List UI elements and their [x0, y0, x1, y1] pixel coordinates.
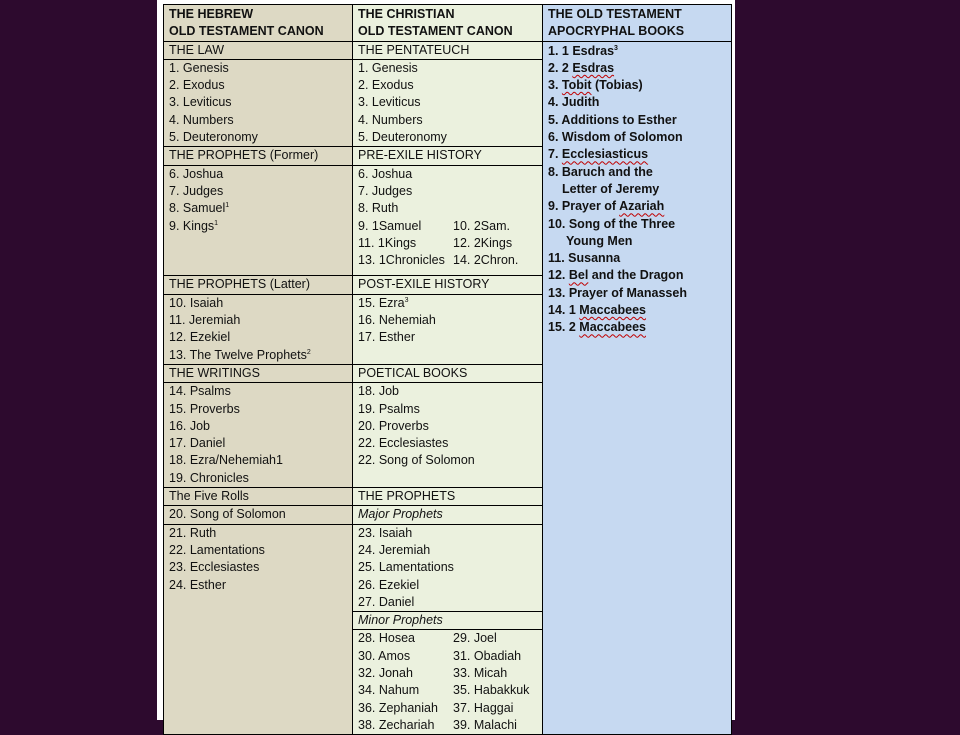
- list-item: 12. Bel and the Dragon: [548, 268, 684, 283]
- section-title: THE PROPHETS: [353, 488, 543, 506]
- list-item: 1. Genesis: [169, 60, 229, 75]
- hebrew-rolls-list: [164, 506, 353, 735]
- list-item: 22. Ecclesiastes: [358, 436, 449, 451]
- section-title: The Five Rolls: [164, 488, 353, 506]
- list-item-pair: 28. Hosea 29. Joel: [358, 631, 497, 646]
- list-item: 7. Ecclesiasticus: [548, 147, 649, 162]
- header-christian: THE CHRISTIAN OLD TESTAMENT CANON: [353, 5, 543, 42]
- list-item: 4. Numbers: [169, 112, 234, 127]
- list-item: 24. Esther: [169, 577, 226, 592]
- header-hebrew: THE HEBREW OLD TESTAMENT CANON: [164, 5, 353, 42]
- list-item: 6. Joshua: [169, 166, 224, 181]
- list-item: 11. Jeremiah: [169, 313, 241, 328]
- christian-minor-prophets-list: [353, 630, 543, 735]
- list-item: 7. Judges: [358, 183, 413, 198]
- section-title: PRE-EXILE HISTORY: [353, 147, 543, 165]
- christian-pentateuch-list: [353, 59, 543, 146]
- list-item: 3. Leviticus: [169, 95, 232, 110]
- list-item: 22. Lamentations: [169, 542, 265, 557]
- section-title: POETICAL BOOKS: [353, 364, 543, 382]
- list-item: 18. Job: [358, 384, 400, 399]
- list-item: 13. Prayer of Manasseh: [548, 285, 687, 300]
- list-item: 27. Daniel: [358, 594, 415, 609]
- subsection-title-major: Major Prophets: [353, 506, 543, 524]
- list-item: 10. Song of the Three: [548, 216, 676, 231]
- list-item: 17. Esther: [358, 330, 415, 345]
- list-item: 16. Job: [169, 418, 211, 433]
- list-item: 20. Song of Solomon: [164, 506, 352, 524]
- list-item: 5. Additions to Esther: [548, 112, 677, 127]
- list-item-pair: 9. 1Samuel 10. 2Sam.: [358, 218, 510, 233]
- hebrew-latter-list: [164, 294, 353, 364]
- list-item-continued: Letter of Jeremy: [562, 181, 660, 196]
- list-item: 15. 2 Maccabees: [548, 320, 646, 335]
- list-item: 11. Susanna: [548, 251, 621, 266]
- list-item-pair: 11. 1Kings 12. 2Kings: [358, 235, 513, 250]
- list-item: 9. Kings$^1$: [169, 218, 219, 233]
- list-item: 7. Judges: [169, 183, 224, 198]
- list-item: 9. Prayer of Azariah: [548, 199, 665, 214]
- list-item: 5. Deuteronomy: [358, 130, 447, 145]
- list-item: 1. Genesis: [358, 60, 418, 75]
- list-item-pair: 34. Nahum 35. Habakkuk: [358, 683, 530, 698]
- header-row: [164, 5, 732, 42]
- section-title: POST-EXILE HISTORY: [353, 276, 543, 294]
- list-item: 14. 1 Maccabees: [548, 303, 646, 318]
- section-title: THE WRITINGS: [164, 364, 353, 382]
- list-item: 8. Baruch and the: [548, 164, 653, 179]
- christian-major-prophets-list: [353, 524, 543, 611]
- list-item: 8. Samuel$^1$: [169, 201, 230, 216]
- list-item: 21. Ruth: [169, 525, 217, 540]
- list-item: 15. Proverbs: [169, 401, 240, 416]
- header-apocrypha: THE OLD TESTAMENT APOCRYPHAL BOOKS: [543, 5, 731, 42]
- list-item: 19. Psalms: [358, 401, 420, 416]
- list-item: 24. Jeremiah: [358, 542, 431, 557]
- list-item-continued: Young Men: [566, 233, 633, 248]
- list-item: 2. Exodus: [169, 78, 225, 93]
- list-item-pair: 32. Jonah 33. Micah: [358, 665, 508, 680]
- list-item: 23. Ecclesiastes: [169, 560, 260, 575]
- list-item-pair: 38. Zechariah 39. Malachi: [358, 717, 517, 732]
- list-item-pair: 30. Amos 31. Obadiah: [358, 648, 522, 663]
- list-item: 17. Daniel: [169, 436, 226, 451]
- list-item: 19. Chronicles: [169, 470, 249, 485]
- list-item: 2. 2 Esdras: [548, 60, 615, 75]
- list-item: 13. The Twelve Prophets$^2$: [169, 347, 311, 362]
- apocrypha-column: [543, 5, 732, 735]
- canon-table: [163, 4, 732, 735]
- hebrew-former-list: [164, 165, 353, 276]
- list-item: 22. Song of Solomon: [358, 453, 475, 468]
- list-item-pair: 13. 1Chronicles 14. 2Chron.: [358, 253, 519, 268]
- list-item: 15. Ezra$^3$: [358, 295, 409, 310]
- section-title: THE PROPHETS (Former): [164, 147, 353, 165]
- list-item: 2. Exodus: [358, 78, 414, 93]
- section-title: THE PENTATEUCH: [353, 41, 543, 59]
- list-item: 6. Joshua: [358, 166, 413, 181]
- subsection-title-minor: Minor Prophets: [353, 612, 543, 630]
- list-item: 1. 1 Esdras$^3$: [548, 43, 618, 58]
- list-item: 16. Nehemiah: [358, 313, 436, 328]
- list-item: 26. Ezekiel: [358, 577, 420, 592]
- list-item: 3. Tobit (Tobias): [548, 78, 643, 93]
- list-item: 3. Leviticus: [358, 95, 421, 110]
- list-item: 4. Judith: [548, 95, 600, 110]
- apocrypha-list: [543, 42, 731, 337]
- list-item: 5. Deuteronomy: [169, 130, 258, 145]
- section-title: THE PROPHETS (Latter): [164, 276, 353, 294]
- list-item: 25. Lamentations: [358, 560, 454, 575]
- hebrew-writings-list: [164, 383, 353, 488]
- list-item: 23. Isaiah: [358, 525, 413, 540]
- christian-pre-exile-list: [353, 165, 543, 276]
- christian-poetical-list: [353, 383, 543, 488]
- christian-post-exile-list: [353, 294, 543, 364]
- list-item: 4. Numbers: [358, 112, 423, 127]
- section-title: THE LAW: [164, 41, 353, 59]
- list-item-pair: 36. Zephaniah 37. Haggai: [358, 700, 514, 715]
- list-item: 8. Ruth: [358, 201, 399, 216]
- list-item: 14. Psalms: [169, 384, 231, 399]
- list-item: 10. Isaiah: [169, 295, 224, 310]
- list-item: 6. Wisdom of Solomon: [548, 130, 683, 145]
- list-item: 12. Ezekiel: [169, 330, 231, 345]
- list-item: 18. Ezra/Nehemiah1: [169, 453, 283, 468]
- list-item: 20. Proverbs: [358, 418, 429, 433]
- hebrew-law-list: [164, 59, 353, 146]
